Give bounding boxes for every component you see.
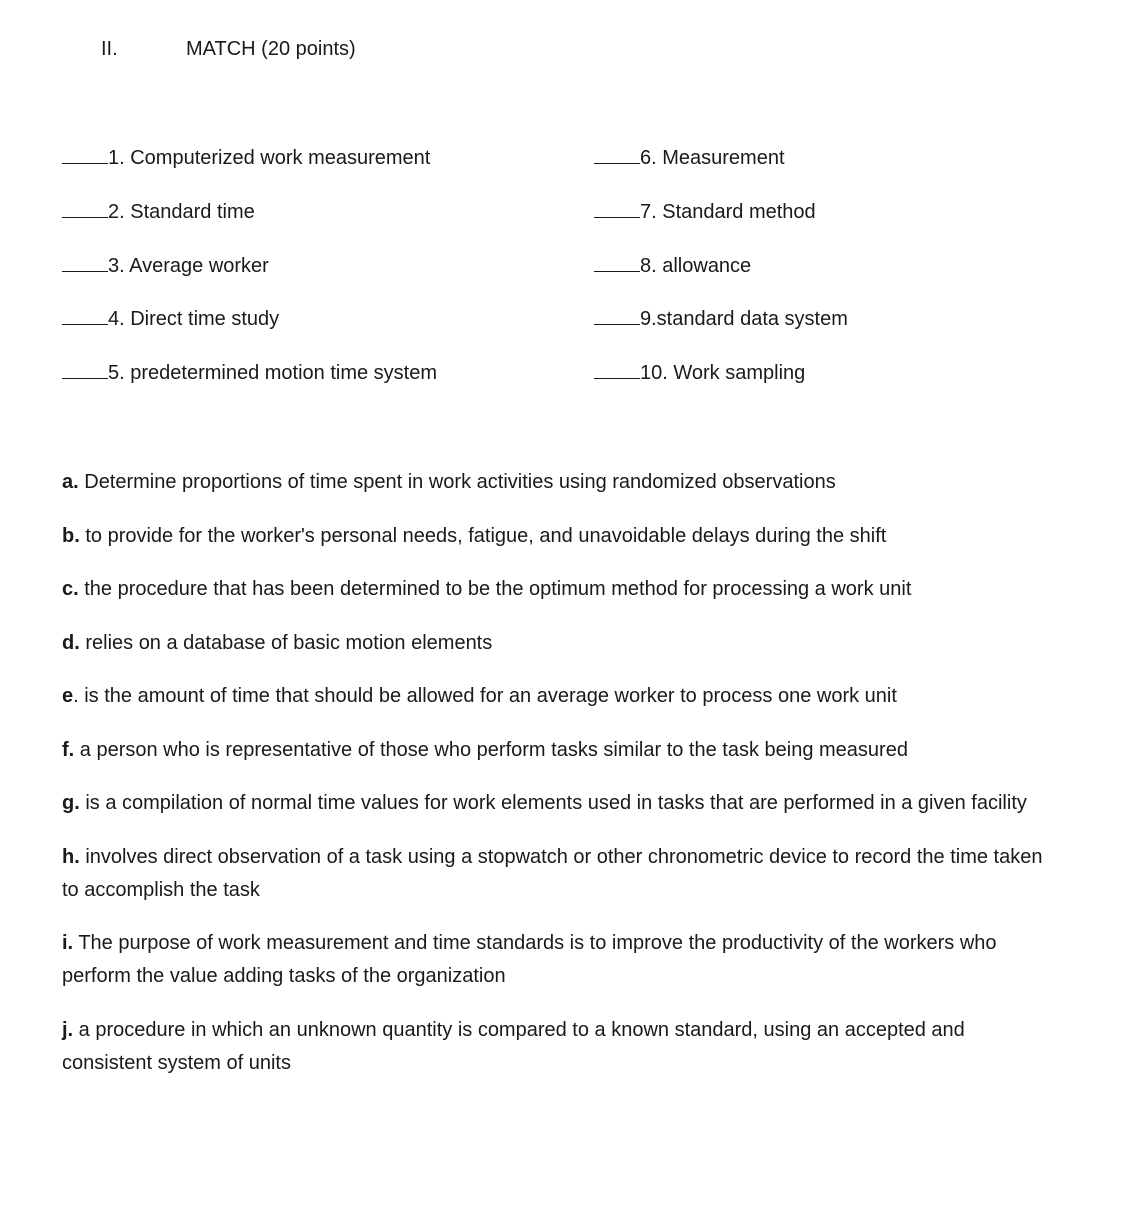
definition-d [62, 627, 1052, 660]
match-item-text: 10. Work sampling [640, 362, 806, 384]
definition-letter: a. [62, 471, 79, 493]
definition-letter: g. [62, 792, 80, 814]
section-header [0, 38, 1126, 64]
section-title: MATCH (20 points) [186, 38, 356, 60]
definition-i [62, 927, 1052, 993]
definition-letter: e [62, 685, 74, 707]
definition-text: is a compilation of normal time values for work elements used in tasks that are performed in a given facility [79, 792, 1027, 814]
match-row [0, 199, 1126, 253]
match-item-1 [62, 145, 430, 171]
match-item-text: 3. Average worker [108, 254, 269, 277]
match-item-text: 8. allowance [640, 254, 752, 277]
match-item-text: 4. Direct time study [108, 308, 280, 331]
match-item-text: 5. predetermined motion time system [108, 362, 438, 384]
definition-text: . is the amount of time that should be allowed for an average worker to process one work unit [73, 685, 897, 707]
definition-j [62, 1014, 1052, 1080]
definition-letter: i. [62, 932, 74, 954]
answer-blank-9[interactable] [594, 306, 640, 325]
match-item-5 [62, 360, 437, 386]
match-item-4 [62, 306, 279, 332]
definition-text: a procedure in which an unknown quantity is compared to a known standard, using an accepted and consistent system of units [62, 1018, 965, 1074]
answer-blank-1[interactable] [62, 145, 108, 164]
definition-text: to provide for the worker's personal needs, fatigue, and unavoidable delays during the shift [79, 524, 887, 547]
definition-h [62, 841, 1052, 907]
definition-text: a person who is representative of those who perform tasks similar to the task being measured [74, 738, 908, 761]
match-item-text: 9.standard data system [640, 308, 848, 331]
definition-letter: h. [62, 845, 80, 868]
answer-blank-2[interactable] [62, 199, 108, 218]
definition-text: relies on a database of basic motion elements [79, 631, 493, 654]
definition-f [62, 734, 1052, 767]
definition-b [62, 520, 1052, 553]
definition-a [62, 466, 1052, 499]
definition-letter: j. [62, 1018, 74, 1041]
match-item-10 [594, 360, 805, 386]
match-item-text: 6. Measurement [640, 147, 785, 169]
match-items [0, 145, 1126, 414]
definition-text: the procedure that has been determined to be the optimum method for processing a work unit [78, 578, 912, 600]
match-item-text: 2. Standard time [108, 200, 255, 223]
definition-text: The purpose of work measurement and time standards is to improve the productivity of the workers who perform the value adding tasks of the organization [62, 932, 997, 987]
match-item-9 [594, 306, 848, 332]
match-item-7 [594, 199, 816, 225]
match-row [0, 253, 1126, 307]
definition-g [62, 787, 1052, 820]
match-row [0, 306, 1126, 360]
definition-e [62, 680, 1052, 713]
definition-text: Determine proportions of time spent in work activities using randomized observations [78, 471, 836, 493]
match-row [0, 360, 1126, 414]
section-number: II. [101, 38, 118, 60]
definition-letter: d. [62, 631, 80, 654]
definitions-list [62, 466, 1052, 1100]
match-item-2 [62, 199, 255, 225]
definition-c [62, 573, 1052, 606]
match-item-6 [594, 145, 785, 171]
answer-blank-3[interactable] [62, 253, 108, 272]
match-item-8 [594, 253, 751, 279]
answer-blank-5[interactable] [62, 360, 108, 379]
match-item-text: 1. Computerized work measurement [108, 147, 431, 169]
definition-text: involves direct observation of a task using a stopwatch or other chronometric device to record the time taken to accomplish the task [62, 845, 1043, 901]
answer-blank-6[interactable] [594, 145, 640, 164]
match-row [0, 145, 1126, 199]
answer-blank-8[interactable] [594, 253, 640, 272]
definition-letter: b. [62, 524, 80, 547]
answer-blank-7[interactable] [594, 199, 640, 218]
definition-letter: f. [62, 738, 75, 761]
answer-blank-4[interactable] [62, 306, 108, 325]
match-item-3 [62, 253, 269, 279]
answer-blank-10[interactable] [594, 360, 640, 379]
definition-letter: c. [62, 578, 79, 600]
match-item-text: 7. Standard method [640, 200, 816, 223]
